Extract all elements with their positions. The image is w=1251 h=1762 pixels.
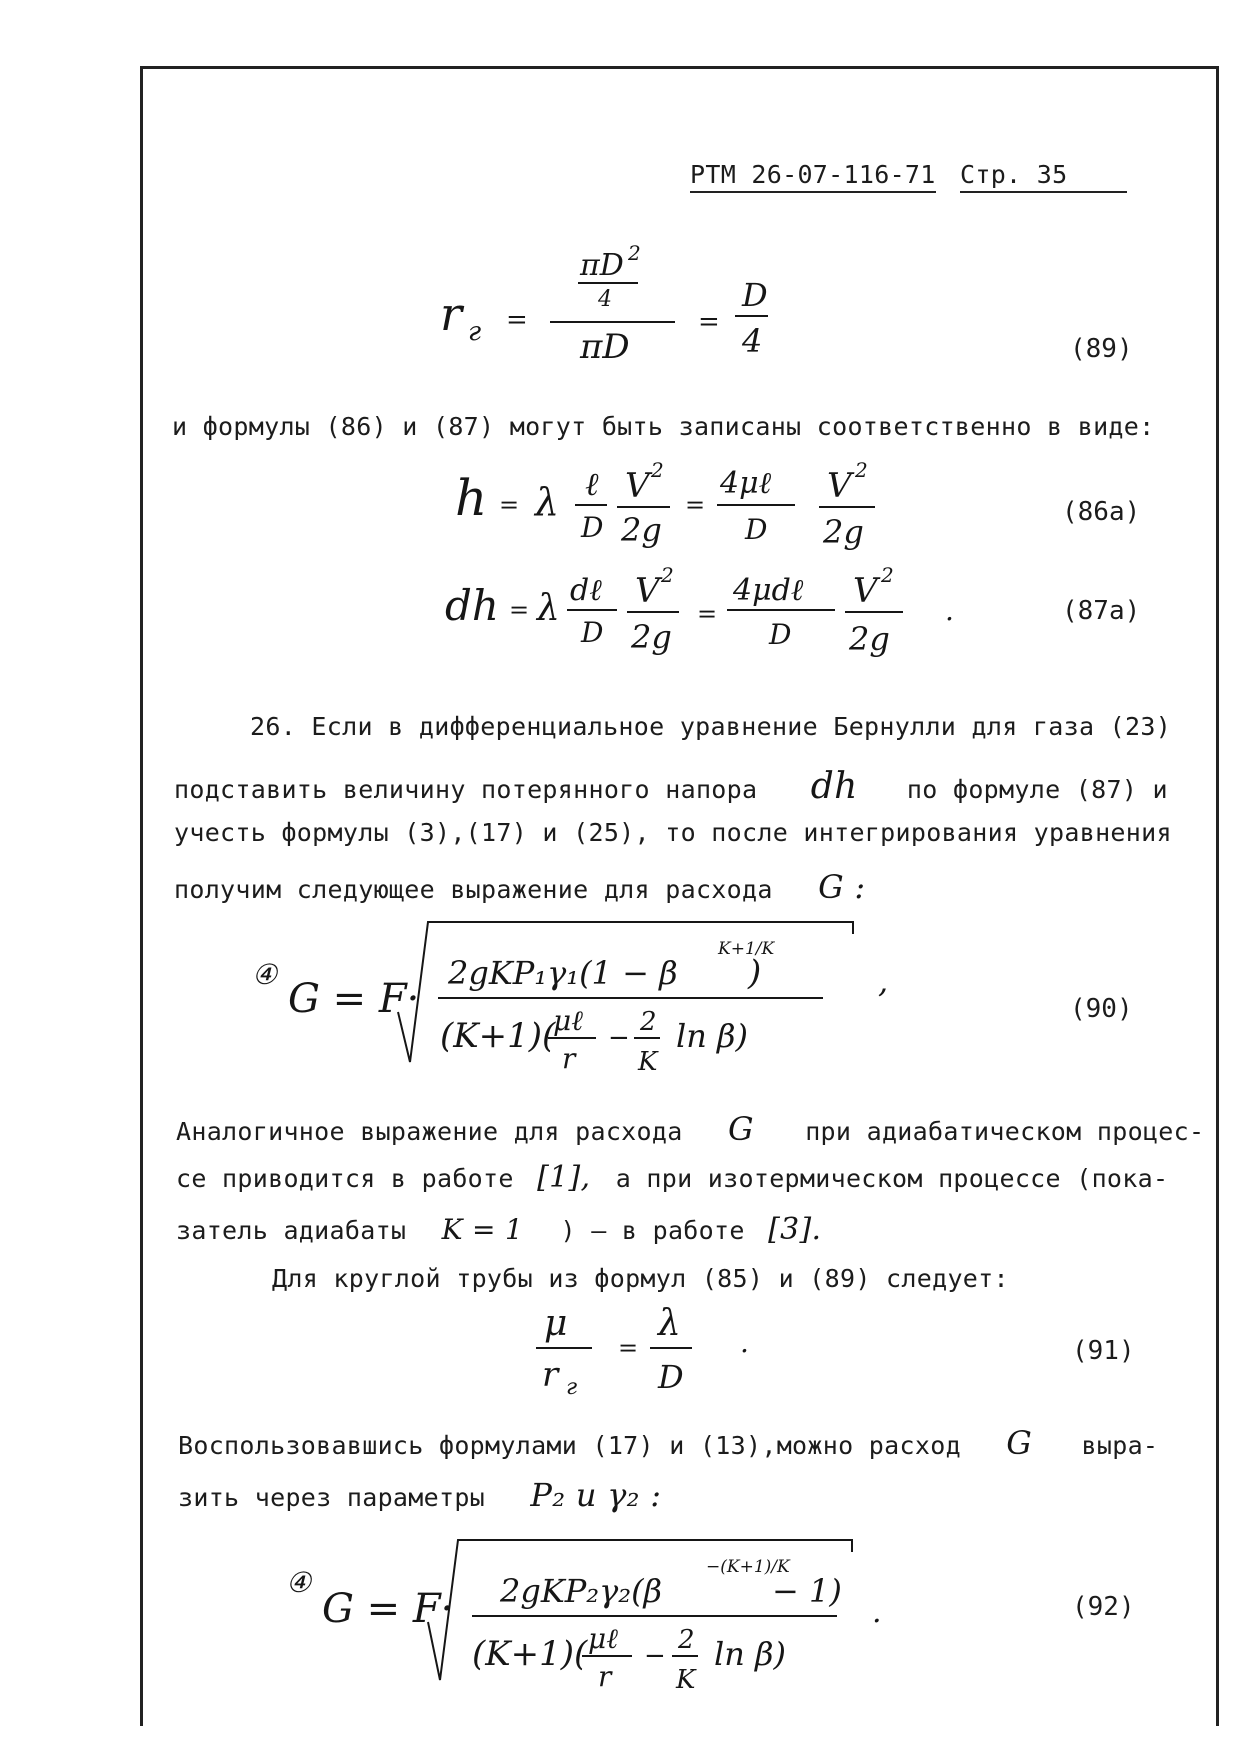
eq89-res-den: 4: [742, 322, 763, 360]
eq86a-f2-num: V: [625, 466, 650, 506]
eq87a-equals-2: =: [697, 600, 718, 628]
eq92-den-main: (K+1)(: [472, 1634, 588, 1674]
text2-var-g: G: [727, 1110, 754, 1148]
text2-line1-end: при адиабатическом процес-: [805, 1117, 1205, 1146]
para26-var-g: G :: [818, 868, 866, 906]
eq87a-f3-num: 4μdℓ: [733, 573, 804, 608]
eq91-lhs-den-sub: г: [566, 1375, 578, 1400]
eq89-number: (89): [1070, 334, 1133, 364]
eq91-lhs-num: μ: [544, 1303, 568, 1344]
text2-line2: [176, 1160, 1168, 1195]
text2-ref-3: [3].: [768, 1212, 822, 1247]
eq89-lhs-sub: г: [468, 317, 482, 347]
eq90-den-minus: −: [608, 1023, 630, 1053]
eq90-num-main: 2gKP₁γ₁(1 − β: [448, 954, 678, 992]
eq86a-f1-den: D: [581, 511, 604, 544]
eq90-den-main: (K+1)(: [440, 1016, 556, 1056]
eq92-den-minus: −: [644, 1641, 666, 1671]
eq87a-f1-den: D: [581, 616, 604, 649]
eq87a-f3-den: D: [769, 618, 792, 651]
eq87a-lambda: λ: [537, 588, 560, 629]
text3-line1: [178, 1424, 1158, 1462]
eq90-den-f-den: r: [562, 1042, 576, 1075]
eq87a-f4-den: 2g: [849, 620, 890, 658]
eq90-den-f2-den: K: [638, 1047, 658, 1077]
eq86a-f4-den: 2g: [823, 513, 864, 551]
page-number: Стр. 35: [960, 160, 1127, 193]
text2-line1: [176, 1110, 1204, 1148]
eq90-den-f-num: μℓ: [553, 1004, 583, 1037]
eq90-den-tail: ln β): [676, 1017, 748, 1055]
eq91-number: (91): [1072, 1336, 1135, 1366]
eq87a-f2-num: V: [635, 571, 660, 611]
text3-line1-start: Воспользовавшись формулами (17) и (13),можно расход: [178, 1431, 961, 1460]
eq86a-f3-den: D: [745, 513, 768, 546]
eq90-lhs: G = F·: [288, 976, 420, 1022]
text2-line4: Для круглой трубы из формул (85) и (89) следует:: [272, 1264, 1009, 1293]
eq86a-f2-den: 2g: [621, 511, 662, 549]
eq89-equals-2: =: [698, 307, 720, 337]
eq86a-number: (86a): [1062, 497, 1141, 527]
equation-89: [430, 240, 790, 380]
text2-line3-start: затель адиабаты: [176, 1216, 407, 1245]
eq87a-lhs: dh: [445, 581, 499, 630]
eq90-marker: ④: [252, 958, 278, 991]
eq86a-f3-num: 4μℓ: [720, 466, 772, 501]
equation-87a: [435, 560, 975, 670]
para26-line4: [174, 868, 865, 906]
page-frame-top: [140, 66, 1218, 69]
para26-line2-end: по формуле (87) и: [906, 775, 1168, 804]
text2-var-k: K = 1: [441, 1213, 524, 1246]
equation-86a: [445, 455, 905, 565]
text3-line2-start: зить через параметры: [178, 1483, 486, 1512]
text2-line1-start: Аналогичное выражение для расхода: [176, 1117, 683, 1146]
eq89-top-den: 4: [598, 287, 612, 312]
eq89-bottom: πD: [580, 327, 630, 367]
eq92-num-main: 2gKP₂γ₂(β: [500, 1572, 663, 1610]
text3-var-g: G: [1006, 1424, 1033, 1462]
para26-line4-start: получим следующее выражение для расхода: [174, 875, 773, 904]
eq89-top-num: πD: [580, 248, 624, 283]
eq92-den-f2-num: 2: [678, 1625, 695, 1655]
eq92-den-f2-den: K: [676, 1665, 696, 1695]
eq86a-equals-2: =: [685, 491, 706, 519]
text2-ref-1: [1],: [537, 1160, 591, 1195]
eq92-marker: ④: [286, 1566, 312, 1599]
eq86a-f2-sup: 2: [651, 458, 664, 482]
eq91-equals: =: [618, 1334, 639, 1362]
para26-line2: [174, 766, 1168, 807]
eq87a-f2-sup: 2: [661, 563, 674, 587]
text2-line2-start: се приводится в работе: [176, 1164, 514, 1193]
eq92-den-tail: ln β): [714, 1635, 786, 1673]
equation-90: [248, 912, 928, 1082]
eq86a-lhs: h: [455, 469, 488, 527]
eq92-num-close: − 1): [772, 1572, 842, 1610]
eq92-num-exp: −(K+1)/K: [706, 1557, 790, 1577]
eq86a-equals: =: [499, 491, 520, 519]
equation-91: [530, 1290, 770, 1410]
doc-code: РТМ 26-07-116-71: [690, 160, 936, 193]
para26-line3: учесть формулы (3),(17) и (25), то после интегрирования уравнения: [174, 818, 1172, 847]
eq91-rhs-den: D: [658, 1358, 684, 1396]
para26-var-dh: dh: [810, 766, 858, 807]
page-frame-left: [140, 66, 143, 1726]
eq86a-f1-num: ℓ: [585, 465, 599, 503]
eq92-den-f-num: μℓ: [588, 1622, 618, 1655]
eq89-equals: =: [506, 305, 528, 335]
eq87a-f2-den: 2g: [631, 618, 672, 656]
text3-line1-end: выра-: [1081, 1431, 1159, 1460]
eq92-den-f-den: r: [598, 1660, 612, 1693]
para26-line2-start: подставить величину потерянного напора: [174, 775, 758, 804]
eq90-den-f2-num: 2: [640, 1007, 657, 1037]
eq91-rhs-num: λ: [658, 1303, 681, 1344]
text2-line2-end: а при изотермическом процессе (пока-: [615, 1164, 1169, 1193]
eq90-trail: ,: [878, 962, 889, 1000]
eq89-top-sup: 2: [628, 241, 641, 265]
eq89-lhs: r: [440, 287, 462, 341]
text-intro-formulas: и формулы (86) и (87) могут быть записаны соответственно в виде:: [172, 412, 1155, 441]
eq90-num-close: ): [748, 953, 762, 993]
text3-line2: [178, 1476, 661, 1514]
eq90-num-exp: K+1/K: [718, 939, 775, 959]
eq91-lhs-den: r: [542, 1355, 559, 1395]
eq87a-f1-num: dℓ: [570, 573, 602, 608]
equation-92: [282, 1530, 922, 1700]
eq86a-lambda: λ: [535, 480, 560, 524]
eq87a-f4-num: V: [853, 571, 878, 611]
eq89-res-num: D: [742, 276, 768, 314]
eq90-number: (90): [1070, 994, 1133, 1024]
eq87a-number: (87a): [1062, 596, 1141, 626]
eq87a-equals: =: [509, 596, 530, 624]
para26-line1: 26. Если в дифференциальное уравнение Бернулли для газа (23): [250, 712, 1172, 741]
eq92-lhs: G = F·: [322, 1586, 454, 1632]
eq86a-f4-sup: 2: [855, 458, 868, 482]
eq86a-f4-num: V: [827, 466, 852, 506]
eq92-dot: .: [872, 1595, 882, 1630]
text2-line3: [176, 1212, 821, 1247]
eq91-dot: .: [740, 1326, 749, 1359]
eq87a-f4-sup: 2: [881, 563, 894, 587]
page-frame-right: [1216, 66, 1219, 1726]
text2-line3-mid: ) — в работе: [560, 1216, 745, 1245]
eq87a-dot: .: [945, 594, 954, 627]
text3-var-params: P₂ и γ₂ :: [530, 1476, 662, 1514]
eq92-number: (92): [1072, 1592, 1135, 1622]
